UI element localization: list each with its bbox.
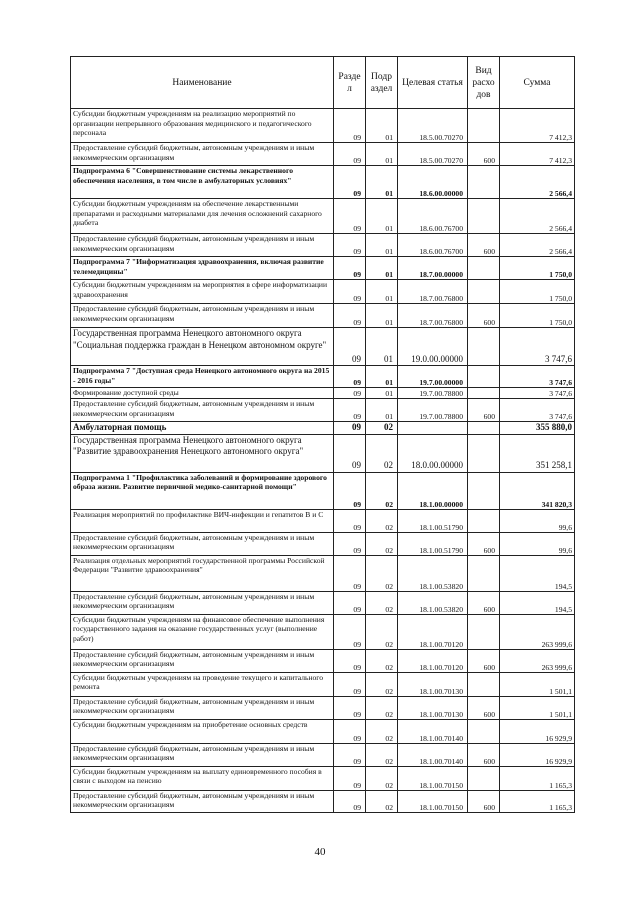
- row-sum: 1 750,0: [500, 280, 575, 304]
- page-number: 40: [314, 846, 326, 858]
- row-expense-type: [468, 328, 500, 366]
- row-sum: 1 501,1: [500, 672, 575, 696]
- row-sum: 1 750,0: [500, 257, 575, 280]
- row-subsection: 01: [366, 234, 398, 257]
- row-expense-type: [468, 766, 500, 790]
- row-subsection: 02: [366, 555, 398, 591]
- row-subsection: 02: [366, 509, 398, 532]
- table-row: [71, 280, 575, 304]
- row-sum: 351 258,1: [500, 434, 575, 472]
- row-sum: 355 880,0: [500, 422, 575, 435]
- row-name: Подпрограмма 1 "Профилактика заболеваний и формирование здорового образа жизни. Развитие первичной медико-санитарной помощи": [71, 472, 334, 509]
- row-expense-type: [468, 614, 500, 649]
- row-expense-type: [468, 280, 500, 304]
- row-target-article: 18.1.00.70130: [398, 672, 468, 696]
- row-section: 09: [334, 472, 366, 509]
- row-sum: 7 412,3: [500, 143, 575, 166]
- row-subsection: 02: [366, 696, 398, 719]
- row-target-article: [398, 422, 468, 435]
- row-subsection: 01: [366, 109, 398, 143]
- row-section: 09: [334, 234, 366, 257]
- row-expense-type: 600: [468, 143, 500, 166]
- row-expense-type: [468, 672, 500, 696]
- row-subsection: 01: [366, 388, 398, 399]
- table-row: [71, 399, 575, 422]
- table-row: [71, 328, 575, 366]
- row-target-article: 18.1.00.53820: [398, 555, 468, 591]
- row-target-article: 18.1.00.53820: [398, 591, 468, 614]
- row-section: 09: [334, 649, 366, 672]
- row-section: 09: [334, 614, 366, 649]
- row-name: Субсидии бюджетным учреждениям на проведение текущего и капитального ремонта: [71, 672, 334, 696]
- row-sum: 7 412,3: [500, 109, 575, 143]
- row-section: 09: [334, 696, 366, 719]
- row-expense-type: 600: [468, 234, 500, 257]
- table-row: [71, 422, 575, 435]
- table-row: [71, 696, 575, 719]
- row-expense-type: [468, 109, 500, 143]
- row-sum: 3 747,6: [500, 399, 575, 422]
- budget-table: [70, 56, 575, 813]
- row-section: 09: [334, 743, 366, 766]
- table-row: [71, 143, 575, 166]
- table-row: [71, 649, 575, 672]
- row-target-article: 19.7.00.00000: [398, 366, 468, 388]
- row-expense-type: 600: [468, 304, 500, 328]
- row-name: Предоставление субсидий бюджетным, автономным учреждениям и иным некоммерческим организациям: [71, 790, 334, 812]
- row-section: 09: [334, 399, 366, 422]
- row-target-article: 19.7.00.78800: [398, 399, 468, 422]
- row-sum: 2 566,4: [500, 234, 575, 257]
- row-sum: 1 750,0: [500, 304, 575, 328]
- row-target-article: 18.5.00.70270: [398, 143, 468, 166]
- row-subsection: 02: [366, 766, 398, 790]
- row-subsection: 02: [366, 422, 398, 435]
- row-target-article: 18.1.00.51790: [398, 509, 468, 532]
- table-row: [71, 591, 575, 614]
- row-name: Предоставление субсидий бюджетным, автономным учреждениям и иным некоммерческим организациям: [71, 399, 334, 422]
- row-section: 09: [334, 143, 366, 166]
- row-section: 09: [334, 790, 366, 812]
- table-row: [71, 234, 575, 257]
- table-body: [71, 109, 575, 813]
- row-expense-type: [468, 422, 500, 435]
- row-subsection: 02: [366, 434, 398, 472]
- row-expense-type: [468, 166, 500, 199]
- header-sum: Сумма: [500, 57, 575, 109]
- table-row: [71, 366, 575, 388]
- row-sum: 3 747,6: [500, 388, 575, 399]
- row-section: 09: [334, 257, 366, 280]
- row-expense-type: [468, 719, 500, 743]
- row-sum: 341 820,3: [500, 472, 575, 509]
- row-subsection: 02: [366, 614, 398, 649]
- row-section: 09: [334, 555, 366, 591]
- row-name: Реализация мероприятий по профилактике ВИЧ-инфекции и гепатитов B и C: [71, 509, 334, 532]
- table-row: [71, 555, 575, 591]
- row-section: 09: [334, 199, 366, 234]
- row-subsection: 02: [366, 743, 398, 766]
- row-target-article: 18.1.00.70150: [398, 790, 468, 812]
- row-section: 09: [334, 366, 366, 388]
- row-subsection: 02: [366, 719, 398, 743]
- row-name: Субсидии бюджетным учреждениям на реализацию мероприятий по организации непрерывного образования медицинского и педагогического персонала: [71, 109, 334, 143]
- row-section: 09: [334, 109, 366, 143]
- row-section: 09: [334, 766, 366, 790]
- row-sum: 1 501,1: [500, 696, 575, 719]
- row-sum: 16 929,9: [500, 743, 575, 766]
- row-subsection: 01: [366, 199, 398, 234]
- row-expense-type: [468, 509, 500, 532]
- row-section: 09: [334, 328, 366, 366]
- row-subsection: 02: [366, 472, 398, 509]
- row-name: Государственная программа Ненецкого автономного округа "Социальная поддержка граждан в Ненецком автономном округе": [71, 328, 334, 366]
- row-expense-type: [468, 472, 500, 509]
- row-section: 09: [334, 304, 366, 328]
- row-sum: 1 165,3: [500, 766, 575, 790]
- row-subsection: 02: [366, 672, 398, 696]
- table-row: [71, 672, 575, 696]
- row-name: Предоставление субсидий бюджетным, автономным учреждениям и иным некоммерческим организациям: [71, 649, 334, 672]
- table-row: [71, 199, 575, 234]
- table-row: [71, 472, 575, 509]
- row-target-article: 18.6.00.00000: [398, 166, 468, 199]
- row-expense-type: 600: [468, 532, 500, 555]
- row-name: Субсидии бюджетным учреждениям на выплату единовременного пособия в связи с выходом на пенсию: [71, 766, 334, 790]
- row-expense-type: [468, 366, 500, 388]
- row-sum: 16 929,9: [500, 719, 575, 743]
- header-subsection: Подр аздел: [366, 57, 398, 109]
- table-row: [71, 388, 575, 399]
- row-subsection: 01: [366, 328, 398, 366]
- row-target-article: 18.6.00.76700: [398, 199, 468, 234]
- row-expense-type: 600: [468, 743, 500, 766]
- row-section: 09: [334, 166, 366, 199]
- row-subsection: 02: [366, 649, 398, 672]
- table-row: [71, 304, 575, 328]
- row-name: Формирование доступной среды: [71, 388, 334, 399]
- row-subsection: 01: [366, 257, 398, 280]
- row-name: Предоставление субсидий бюджетным, автономным учреждениям и иным некоммерческим организациям: [71, 234, 334, 257]
- row-subsection: 01: [366, 399, 398, 422]
- row-subsection: 01: [366, 304, 398, 328]
- row-sum: 263 999,6: [500, 614, 575, 649]
- row-sum: 263 999,6: [500, 649, 575, 672]
- row-name: Подпрограмма 6 "Совершенствование системы лекарственного обеспечения населения, в том числе в амбулаторных условиях": [71, 166, 334, 199]
- row-sum: 3 747,6: [500, 328, 575, 366]
- row-expense-type: 600: [468, 591, 500, 614]
- row-name: Подпрограмма 7 "Информатизация здравоохранения, включая развитие телемедицины": [71, 257, 334, 280]
- row-name: Субсидии бюджетным учреждениям на обеспечение лекарственными препаратами и расходными материалами для лечения осложнений сахарного диабета: [71, 199, 334, 234]
- row-section: 09: [334, 591, 366, 614]
- row-section: 09: [334, 719, 366, 743]
- row-name: Подпрограмма 7 "Доступная среда Ненецкого автономного округа на 2015 - 2016 годы": [71, 366, 334, 388]
- row-expense-type: [468, 199, 500, 234]
- table-row: [71, 109, 575, 143]
- table-row: [71, 614, 575, 649]
- table-row: [71, 434, 575, 472]
- table-row: [71, 790, 575, 812]
- table-row: [71, 509, 575, 532]
- row-name: Предоставление субсидий бюджетным, автономным учреждениям и иным некоммерческим организациям: [71, 591, 334, 614]
- table-row: [71, 166, 575, 199]
- row-subsection: 01: [366, 280, 398, 304]
- row-name: Субсидии бюджетным учреждениям на мероприятия в сфере информатизации здравоохранения: [71, 280, 334, 304]
- row-name: Предоставление субсидий бюджетным, автономным учреждениям и иным некоммерческим организациям: [71, 532, 334, 555]
- table-row: [71, 257, 575, 280]
- row-expense-type: 600: [468, 696, 500, 719]
- row-sum: 194,5: [500, 591, 575, 614]
- row-sum: 1 165,3: [500, 790, 575, 812]
- row-target-article: 18.1.00.70130: [398, 696, 468, 719]
- row-expense-type: 600: [468, 649, 500, 672]
- row-subsection: 02: [366, 591, 398, 614]
- table-row: [71, 532, 575, 555]
- row-expense-type: [468, 434, 500, 472]
- row-target-article: 18.1.00.51790: [398, 532, 468, 555]
- row-sum: 194,5: [500, 555, 575, 591]
- row-expense-type: [468, 555, 500, 591]
- row-subsection: 01: [366, 366, 398, 388]
- row-subsection: 02: [366, 532, 398, 555]
- row-target-article: 18.1.00.70150: [398, 766, 468, 790]
- row-name: Предоставление субсидий бюджетным, автономным учреждениям и иным некоммерческим организациям: [71, 743, 334, 766]
- table-row: [71, 743, 575, 766]
- row-subsection: 01: [366, 166, 398, 199]
- row-target-article: 18.7.00.76800: [398, 280, 468, 304]
- row-target-article: 18.1.00.70120: [398, 614, 468, 649]
- row-target-article: 18.1.00.70140: [398, 743, 468, 766]
- row-section: 09: [334, 672, 366, 696]
- row-name: Предоставление субсидий бюджетным, автономным учреждениям и иным некоммерческим организациям: [71, 696, 334, 719]
- row-name: Амбулаторная помощь: [71, 422, 334, 435]
- header-section: Разде л: [334, 57, 366, 109]
- row-target-article: 18.1.00.70140: [398, 719, 468, 743]
- row-sum: 2 566,4: [500, 199, 575, 234]
- row-section: 09: [334, 422, 366, 435]
- row-target-article: 18.6.00.76700: [398, 234, 468, 257]
- row-subsection: 02: [366, 790, 398, 812]
- row-target-article: 18.7.00.76800: [398, 304, 468, 328]
- row-section: 09: [334, 388, 366, 399]
- row-name: Предоставление субсидий бюджетным, автономным учреждениям и иным некоммерческим организациям: [71, 304, 334, 328]
- header-target-article: Целевая статья: [398, 57, 468, 109]
- row-sum: 99,6: [500, 532, 575, 555]
- header-row: [71, 57, 575, 109]
- row-section: 09: [334, 509, 366, 532]
- row-target-article: 19.7.00.78800: [398, 388, 468, 399]
- row-target-article: 18.7.00.00000: [398, 257, 468, 280]
- row-target-article: 18.5.00.70270: [398, 109, 468, 143]
- row-name: Реализация отдельных мероприятий государственной программы Российской Федерации "Развитие здравоохранения": [71, 555, 334, 591]
- row-target-article: 18.1.00.00000: [398, 472, 468, 509]
- row-target-article: 18.0.00.00000: [398, 434, 468, 472]
- header-name: Наименование: [71, 57, 334, 109]
- row-subsection: 01: [366, 143, 398, 166]
- row-expense-type: 600: [468, 790, 500, 812]
- row-target-article: 19.0.00.00000: [398, 328, 468, 366]
- row-name: Предоставление субсидий бюджетным, автономным учреждениям и иным некоммерческим организациям: [71, 143, 334, 166]
- row-name: Субсидии бюджетным учреждениям на финансовое обеспечение выполнения государственного задания на оказание государственных услуг (выполнение работ): [71, 614, 334, 649]
- row-target-article: 18.1.00.70120: [398, 649, 468, 672]
- table-row: [71, 719, 575, 743]
- row-sum: 3 747,6: [500, 366, 575, 388]
- row-section: 09: [334, 532, 366, 555]
- row-name: Государственная программа Ненецкого автономного округа "Развитие здравоохранения Ненецкого автономного округа": [71, 434, 334, 472]
- row-expense-type: 600: [468, 399, 500, 422]
- row-sum: 99,6: [500, 509, 575, 532]
- header-expense-type: Вид расхо дов: [468, 57, 500, 109]
- row-section: 09: [334, 434, 366, 472]
- row-expense-type: [468, 388, 500, 399]
- row-section: 09: [334, 280, 366, 304]
- table-row: [71, 766, 575, 790]
- row-sum: 2 566,4: [500, 166, 575, 199]
- row-expense-type: [468, 257, 500, 280]
- row-name: Субсидии бюджетным учреждениям на приобретение основных средств: [71, 719, 334, 743]
